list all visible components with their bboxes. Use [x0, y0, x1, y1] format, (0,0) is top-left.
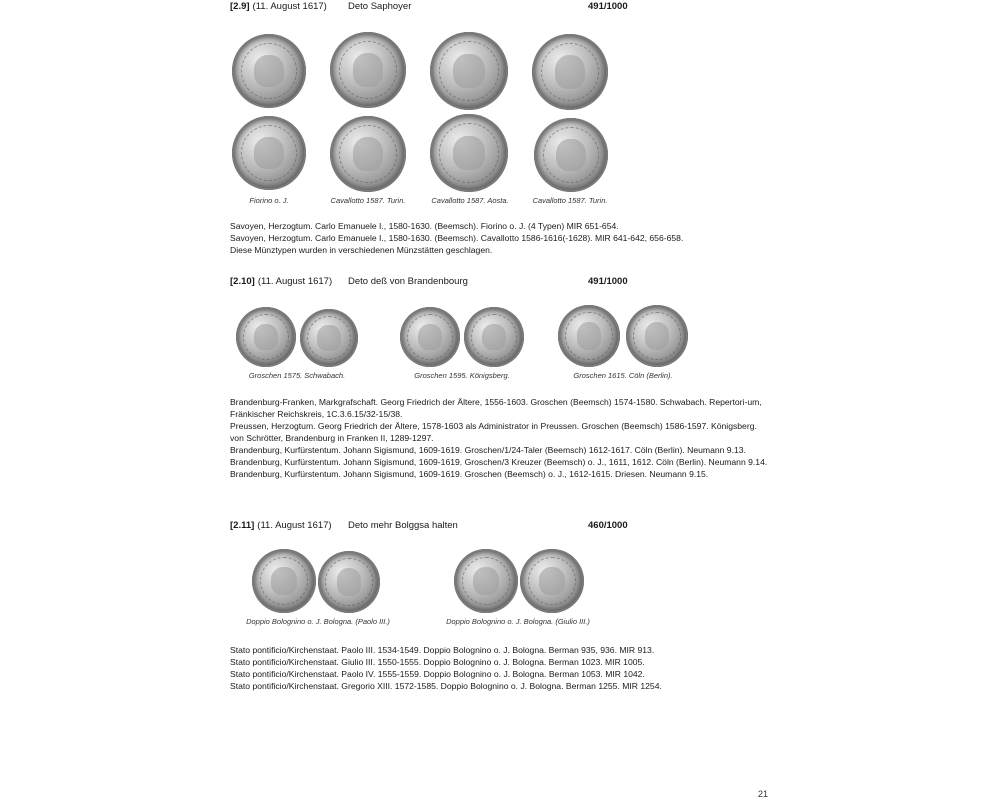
coin-image: [330, 32, 406, 108]
section-2-11: [230, 519, 770, 691]
description-line: Stato pontificio/Kirchenstaat. Paolo III. 1534-1549. Doppio Bolognino o. J. Bologna. Berman 935, 936. MIR 913.: [230, 645, 655, 655]
coin-caption: Cavallotto 1587. Aosta.: [431, 196, 509, 205]
entry-id: [2.10]: [230, 276, 255, 287]
coin-image: [300, 309, 358, 367]
coin-image: [532, 34, 608, 110]
coin-caption: Fiorino o. J.: [249, 196, 289, 205]
coin-image: [558, 305, 620, 367]
coin-image: [232, 116, 306, 190]
entry-fineness: 460/1000: [588, 520, 628, 531]
entry-id: [2.11]: [230, 520, 255, 531]
description-line: Preussen, Herzogtum. Georg Friedrich der Ältere, 1578-1603 als Administrator in Preussen. Groschen (Beemsch) 1586-1597. Königsberg. von Schrötter, Brandenburg in Franken II, 1289-1297.: [230, 421, 757, 443]
coin-caption: Groschen 1615. Cöln (Berlin).: [573, 371, 673, 380]
description-line: Stato pontificio/Kirchenstaat. Paolo IV. 1555-1559. Doppio Bolognino o. J. Bologna. Berman 1053. MIR 1042.: [230, 669, 645, 679]
coin-image: [430, 32, 508, 110]
coin-image: [626, 305, 688, 367]
entry-title: Deto deß von Brandenbourg: [348, 276, 468, 287]
entry-title: Deto mehr Bolggsa halten: [348, 520, 458, 531]
description-line: Savoyen, Herzogtum. Carlo Emanuele I., 1580-1630. (Beemsch). Cavallotto 1586-1616(-1628). MIR 641-642, 656-658.: [230, 233, 684, 243]
page-number: 21: [758, 789, 769, 799]
coin-caption: Cavallotto 1587. Turin.: [532, 196, 608, 205]
entry-date: (11. August 1617): [257, 276, 333, 287]
coin-image: [520, 549, 584, 613]
coin-image: [252, 549, 316, 613]
entry-id: [2.9]: [230, 1, 250, 12]
entry-date: (11. August 1617): [252, 1, 327, 12]
coin-image: [330, 116, 406, 192]
description-line: Brandenburg, Kurfürstentum. Johann Sigismund, 1609-1619. Groschen (Beemsch) o. J., 1612-1615. Driesen. Neumann 9.15.: [230, 469, 709, 479]
coin-image: [232, 34, 306, 108]
entry-date: (11. August 1617): [257, 520, 332, 531]
coin-descriptions: [230, 396, 770, 480]
coin-caption: Doppio Bolognino o. J. Bologna. (Paolo III.): [246, 617, 390, 626]
coin-descriptions: [230, 644, 770, 692]
coin-image: [464, 307, 524, 367]
coin-caption: Cavallotto 1587. Turin.: [330, 196, 406, 205]
coin-caption: Groschen 1575. Schwabach.: [248, 371, 346, 380]
coin-descriptions: [230, 220, 770, 256]
description-line: Brandenburg, Kurfürstentum. Johann Sigismund, 1609-1619. Groschen/1/24-Taler (Beemsch) 1612-1617. Cöln (Berlin). Neumann 9.13.: [230, 445, 746, 455]
coin-image: [400, 307, 460, 367]
description-line: Diese Münztypen wurden in verschiedenen Münzstätten geschlagen.: [230, 245, 493, 255]
coin-image: [318, 551, 380, 613]
description-line: Brandenburg, Kurfürstentum. Johann Sigismund, 1609-1619. Groschen/3 Kreuzer (Beemsch) o. J., 1611, 1612. Cöln (Berlin). Neumann 9.14.: [230, 457, 768, 467]
entry-fineness: 491/1000: [588, 1, 628, 12]
coin-image: [454, 549, 518, 613]
section-2-10: [230, 275, 770, 479]
section-header: [230, 519, 770, 533]
coin-caption: Doppio Bolognino o. J. Bologna. (Giulio III.): [446, 617, 590, 626]
section-header: [230, 0, 770, 14]
coin-caption: Groschen 1595. Königsberg.: [414, 371, 510, 380]
coin-image: [430, 114, 508, 192]
entry-fineness: 491/1000: [588, 276, 628, 287]
coin-image: [236, 307, 296, 367]
description-line: Brandenburg-Franken, Markgrafschaft. Georg Friedrich der Ältere, 1556-1603. Groschen (Beemsch) 1574-1580. Schwabach. Repertori-um, Fränkischer Reichskreis, 1C.3.6.15/32-15/38.: [230, 397, 762, 419]
coin-image: [534, 118, 608, 192]
section-header: [230, 275, 770, 289]
description-line: Stato pontificio/Kirchenstaat. Gregorio XIII. 1572-1585. Doppio Bolognino o. J. Bologna. Berman 1255. MIR 1254.: [230, 681, 662, 691]
section-2-9: [230, 0, 770, 255]
description-line: Stato pontificio/Kirchenstaat. Giulio III. 1550-1555. Doppio Bolognino o. J. Bologna. Berman 1023. MIR 1005.: [230, 657, 645, 667]
entry-title: Deto Saphoyer: [348, 1, 412, 12]
description-line: Savoyen, Herzogtum. Carlo Emanuele I., 1580-1630. (Beemsch). Fiorino o. J. (4 Typen) MIR 651-654.: [230, 221, 619, 231]
